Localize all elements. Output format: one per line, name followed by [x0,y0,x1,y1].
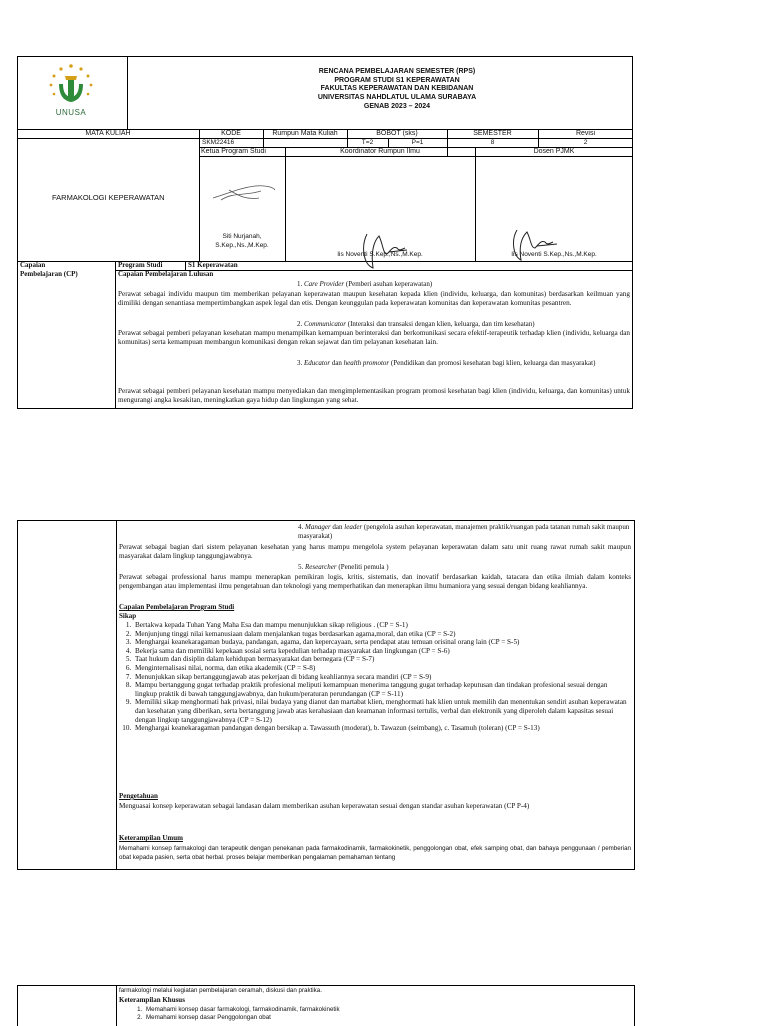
cpl-item-4-num: 4. [298,523,304,531]
semester-value: 8 [490,139,495,146]
sikap-item: 4. Bekerja sama dan memiliki kepekaan sosial serta kepedulian terhadap masyarakat dan lingkungan (CP = S-6) [133,647,631,656]
cpl-item-2-desc: Perawat sebagai pemberi pelayanan kesehatan mampu menampilkan kemampuan berinteraksi dan berkomunikasi secara efektif-terapeutik terhadap klien (individu, keluarga dan komunitas) serta kemampuan membangun komunikasi dengan rekan sejawat dan tim pelayanan kesehatan lain. [118,329,630,346]
title-line-5: GENAB 2023 – 2024 [363,102,431,110]
cpl-item-3-num: 3. [297,359,303,367]
title-line-4: UNIVERSITAS NAHDLATUL ULAMA SURABAYA [317,94,477,102]
cpl-item-3-desc: Perawat sebagai pemberi pelayanan kesehatan mampu menyediakan dan mengimplementasikan program promosi kesehatan bagi klien (individu, keluarga, dan komunitas) untuk mengurangi angka kesakitan, meningkatkan gaya hidup dan lingkungan yang sehat. [118,387,630,404]
cpl-item-4-mid: dan [332,523,343,531]
sikap-item: 2. Menjunjung tinggi nilai kemanusiaan dalam menjalankan tugas berdasarkan agama,moral, dan etika (CP = S-2) [133,630,631,639]
ku-label: Keterampilan Umum [119,834,183,842]
course-name: FARMAKOLOGI KEPERAWATAN [52,193,165,202]
cpl-item-1-num: 1. [297,280,303,288]
cpl-item-5-rest: (Peneliti pemula ) [338,563,389,571]
sikap-item: 3. Menghargai keanekaragaman budaya, pandangan, agama, dan kepercayaan, serta pendapat atau temuan orisinal orang lain (CP = S-5) [133,638,631,647]
kk-item: 2. Memahami konsep dasar Penggolongan obat [144,1014,624,1022]
cpl-item-1-desc: Perawat sebagai individu maupun tim memberikan pelayanan keperawatan maupun kesehatan kepada klien (individu, keluarga, dan komunitas) berdasarkan keilmuan yang dimiliki dengan senantiasa mempertimbangkan aspek legal dan etis. Dengan keunggulan pada keperawatan komunitas dan keperawatan komunitas pesantren. [118,290,630,307]
pengetahuan-label: Pengetahuan [119,792,158,800]
cp-label [20,261,115,279]
signature-koordinator-icon [353,224,413,274]
cpl-item-3-rest: (Pendidikan dan promosi kesehatan bagi klien, keluarga dan masyarakat) [390,359,596,367]
sikap-item: 6. Menginternalisasi nilai, norma, dan etika akademik (CP = S-8) [133,664,631,673]
col-kode: KODE [221,130,241,137]
cpl-item-5-desc: Perawat sebagai professional harus mampu menerapkan pemikiran logis, kritis, sistematis, dan inovatif berdasarkan kaidah, tatacara dan etika ilmiah dalam konteks pengembangan atau implementasi ilmu pengetahuan dan teknologi yang memperhatikan dan menerapkan ilmu humaniora yang sesuai dengan bidang keahliannya. [119,573,631,590]
sikap-item: 7. Menunjukkan sikap bertanggungjawab atas pekerjaan di bidang keahliannya secara mandiri (CP = S-9) [133,673,631,682]
cpl-item-2-rest: (Interaksi dan transaksi dengan klien, keluarga, dan tim kesehatan) [347,320,535,328]
sikap-item: 10. Menghargai keanekaragaman pandangan dengan bersikap a. Tawassuth (moderat), b. Tawazun (seimbang), c. Tasamuh (toleran) (CP = S-13) [133,724,631,733]
ketua-name [199,232,285,250]
signature-ketua-icon [209,176,279,206]
cpl-item-5-num: 5. [298,563,304,571]
rps-page-2 [17,520,635,870]
sikap-item: 9. Memiliki sikap menghormati hak privasi, nilai budaya yang dianut dan martabat klien, menghormati hak klien untuk memilih dan menentukan sendiri asuhan keperawatan dan kesehatan yang diberikan, serta bertanggung jawab atas kerahasiaan dan keamanan informasi tertulis, verbal dan elektronik yang diperoleh dalam kapasitas sesuai dengan lingkup tanggungjawabnya (CP = S-12) [133,698,631,724]
cpl-item-1-heading [297,280,627,289]
cpl-item-2-heading [297,320,627,329]
col-mata-kuliah: MATA KULIAH [85,130,131,137]
cp-label-line2: Pembelajaran (CP) [20,270,78,278]
logo-text: UNUSA [55,108,87,117]
cpl-item-4-title2: leader [344,523,363,531]
title-line-1: RENCANA PEMBELAJARAN SEMESTER (RPS) [318,68,476,75]
cpl-item-2-title: Communicator [304,320,346,328]
cpps-label: Capaian Pembelajaran Program Studi [119,603,235,611]
cpl-item-3-heading [297,359,629,368]
document-title [197,68,597,112]
rps-page-1 [17,56,633,409]
cpl-item-1-rest: (Pemberi asuhan keperawatan) [345,280,433,288]
cpl-item-3-title: Educator [304,359,331,367]
cpl-item-3-title2: health promotor [343,359,390,367]
revisi-value: 2 [583,139,588,146]
cpl-item-2-num: 2. [297,320,303,328]
cp-label-line1: Capaian [20,261,46,269]
kk-item: 1. Memahami konsep dasar farmakologi, farmakodinamik, farmakokinetik [144,1006,624,1014]
koordinator-name: Iis Noventi S.Kep.,Ns.,M.Kep. [337,251,423,258]
col-revisi: Revisi [575,130,596,137]
bobot-t: T=2 [361,139,374,146]
cpl-label: Capaian Pembelajaran Lulusan [118,270,214,278]
bobot-p: P=1 [411,139,424,146]
kk-list [130,1006,624,1022]
cpl-item-5-title: Researcher [305,563,337,571]
koordinator-label: Koordinator Rumpun Ilmu [340,148,420,155]
title-line-3: FAKULTAS KEPERAWATAN DAN KEBIDANAN [320,85,474,93]
sikap-label: Sikap [119,612,137,620]
unusa-logo [43,62,99,122]
col-semester: SEMESTER [473,130,512,137]
dosen-name: Iis Noventi S.Kep.,Ns.,M.Kep. [511,251,597,258]
cpl-item-5-heading [298,563,628,572]
col-rumpun: Rumpun Mata Kuliah [272,130,338,137]
rps-page-3 [17,985,635,1026]
cpl-item-1-title: Care Provider [304,280,345,288]
kode-value: SKM22416 [202,139,235,146]
dosen-label: Dosen PJMK [533,148,575,155]
ketua-label: Ketua Program Studi [201,148,266,155]
kk-label: Keterampilan Khusus [119,996,185,1004]
sikap-item: 8. Mampu bertanggung gugat terhadap praktik profesional meliputi kemampuan menerima tanggung gugat terhadap keputusan dan tindakan profesional sesuai dengan lingkup praktik di bawah tanggungjawabnya, dan hukum/peraturan perundangan (CP = S-11) [133,681,631,698]
cpl-item-4-heading [298,523,630,540]
col-bobot: BOBOT (sks) [376,130,418,137]
continued-text: farmakologi melalui kegiatan pembelajaran ceramah, diskusi dan praktika. [119,987,322,994]
pengetahuan-text: Menguasai konsep keperawatan sebagai landasan dalam memberikan asuhan keperawatan sesuai dengan standar asuhan keperawatan (CP P-4) [119,802,530,810]
sikap-item: 5. Taat hukum dan disiplin dalam kehidupan bermasyarakat dan bernegara (CP = S-7) [133,655,631,664]
ketua-name-line2: S.Kep.,Ns.,M.Kep. [215,242,269,249]
cpl-item-4-title: Manager [305,523,331,531]
sikap-list [119,621,631,733]
sikap-item: 1. Bertakwa kepada Tuhan Yang Maha Esa dan mampu menunjukkan sikap religious . (CP = S-1) [133,621,631,630]
program-studi-label: Program Studi [118,261,163,269]
cpl-item-4-rest: (pengelola asuhan keperawatan, manajemen praktik/ruangan pada tatanan rumah sakit maupun masyarakat) [298,523,630,540]
title-line-2: PROGRAM STUDI S1 KEPERAWATAN [334,76,460,84]
cpl-item-4-desc: Perawat sebagai bagian dari sistem pelayanan kesehatan yang harus mampu mengelola system pelayanan keperawatan dalam satu unit ruang rawat rumah sakit maupun masyarakat dalam lingkup tanggungjawabnya. [119,543,631,560]
ku-text: Memahami konsep farmakologi dan terapeutik dengan penekanan pada farmakodinamik, farmakokinetik, penggolongan obat, efek samping obat, dan bahaya penggunaan / pemberian obat kepada pasien, serta obat herbal. proses belajar memberikan pengalaman pemahaman tentang [119,845,631,861]
cpl-item-3-mid: dan [331,359,342,367]
program-studi-value: S1 Keperawatan [188,261,238,269]
ketua-name-line1: Siti Nurjanah, [222,233,262,240]
